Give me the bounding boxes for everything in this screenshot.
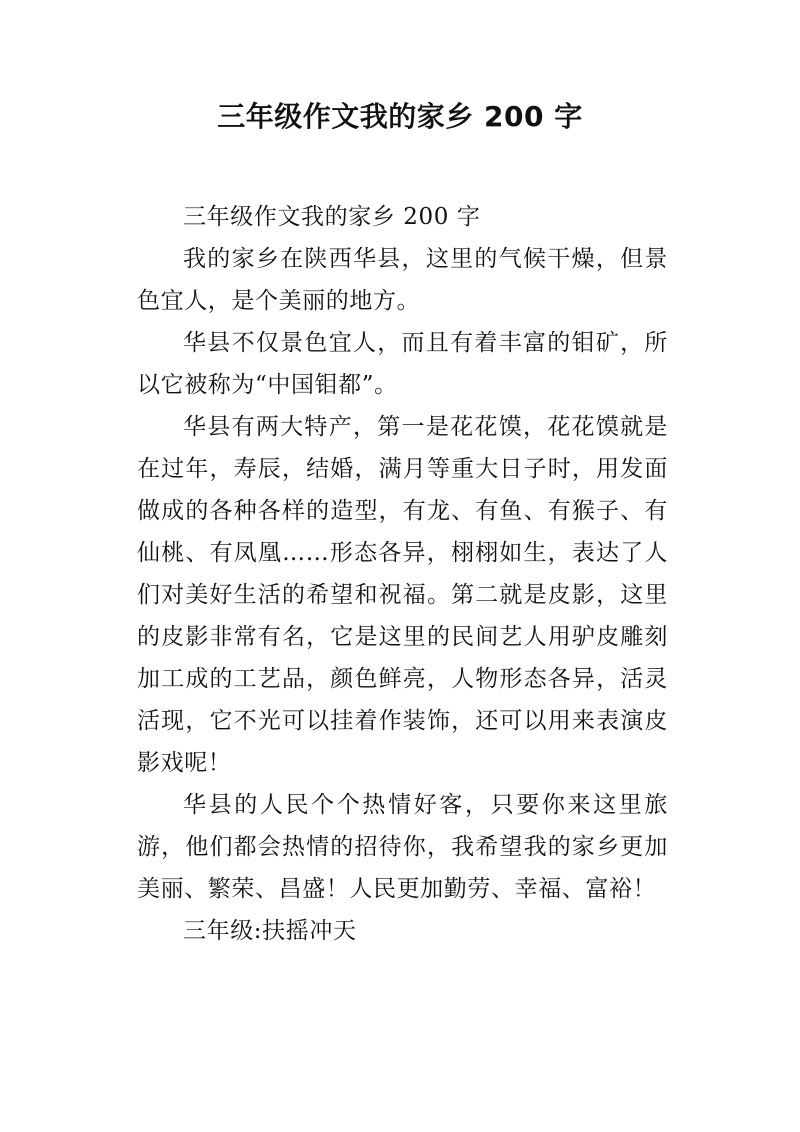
paragraph-molybdenum: 华县不仅景色宜人，而且有着丰富的钼矿，所以它被称为“中国钼都”。: [137, 330, 668, 398]
document-body: [137, 196, 668, 952]
paragraph-signature: 三年级:扶摇冲天: [183, 918, 357, 944]
paragraph-heading: 三年级作文我的家乡 200 字: [183, 204, 481, 230]
paragraph-people: 华县的人民个个热情好客，只要你来这里旅游，他们都会热情的招待你，我希望我的家乡更加美丽、繁荣、昌盛！人民更加勤劳、幸福、富裕！: [137, 792, 668, 902]
paragraph-intro: 我的家乡在陕西华县，这里的气候干燥，但景色宜人，是个美丽的地方。: [137, 246, 668, 314]
paragraph-specialties: 华县有两大特产，第一是花花馍，花花馍就是在过年，寿辰，结婚，满月等重大日子时，用发面做成的各种各样的造型，有龙、有鱼、有猴子、有仙桃、有凤凰……形态各异，栩栩如生，表达了人们对美好生活的希望和祝福。第二就是皮影，这里的皮影非常有名，它是这里的民间艺人用驴皮雕刻加工成的工艺品，颜色鲜亮，人物形态各异，活灵活现，它不光可以挂着作装饰，还可以用来表演皮影戏呢！: [137, 414, 668, 776]
document-title: 三年级作文我的家乡 200 字: [217, 100, 583, 133]
